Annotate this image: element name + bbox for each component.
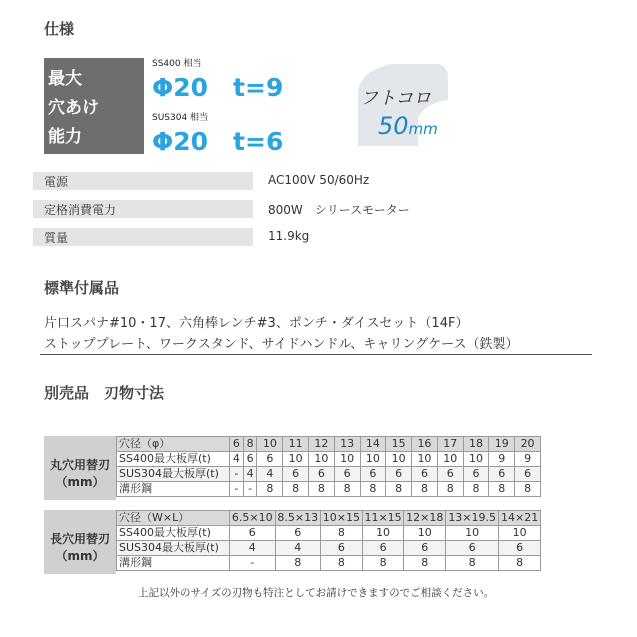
table-row [117,467,541,482]
spec-row-value: AC100V 50/60Hz [268,173,370,187]
value-cell: 10 [362,526,404,541]
spec-row-label: 質量 [44,231,69,245]
spec-row-value: 800W シリースモーター [268,203,410,217]
value-cell: 14×21 [499,511,541,526]
value-cell: 8 [321,526,363,541]
value-cell: 10 [412,452,438,467]
value-cell: 8 [489,482,515,497]
futokoro-number: 50 [378,112,409,140]
value-cell: 6 [321,541,363,556]
value-cell: 11 [283,437,309,452]
oval-blade-table [116,510,541,571]
value-cell: 6.5×10 [230,511,276,526]
value-cell: 6 [283,467,309,482]
oval-blade-header-line-1: 長穴用替刃 [49,532,110,546]
value-cell: 6 [362,541,404,556]
value-cell: 10 [463,452,489,467]
value-cell: 6 [489,467,515,482]
futokoro-label: フトコロ [360,88,432,109]
spec-row-label: 電源 [44,175,69,189]
oval-blade-header-line-2: （mm） [55,549,105,563]
table-row [117,437,541,452]
spec-title: 仕様 [44,20,75,38]
value-cell: 8 [412,482,438,497]
value-cell: 20 [515,437,541,452]
table-row [117,482,541,497]
value-cell: 13×19.5 [446,511,499,526]
capacity-label-line-3: 能力 [48,127,82,147]
table-row [117,511,541,526]
value-cell: 8 [446,556,499,571]
value-cell: 6 [309,467,335,482]
value-cell: 6 [275,526,321,541]
blades-title: 別売品 刃物寸法 [44,384,165,402]
value-cell: 10 [309,452,335,467]
row-label-cell: 穴径（W×L） [117,511,230,526]
capacity-label-line-1: 最大 [48,69,82,89]
value-cell: 4 [230,541,276,556]
value-cell: 4 [230,452,244,467]
value-cell: 10×15 [321,511,363,526]
value-cell: 6 [499,541,541,556]
ss400-value: Φ20 t=9 [152,73,284,102]
accessories-divider [40,354,592,355]
row-label-cell: SUS304最大板厚(t) [117,467,230,482]
spec-row-value: 11.9kg [268,229,310,243]
value-cell: 6 [386,467,412,482]
value-cell: 10 [386,452,412,467]
accessories-line: ストッププレート、ワークスタンド、サイドハンドル、キャリングケース（鉄製） [44,337,519,352]
row-label-cell: 穴径（φ） [117,437,230,452]
value-cell: 6 [437,467,463,482]
value-cell: 10 [446,526,499,541]
value-cell: 8 [463,482,489,497]
value-cell: 6 [463,467,489,482]
row-label-cell: 溝形鋼 [117,556,230,571]
value-cell: 8 [243,437,257,452]
value-cell: 12 [309,437,335,452]
round-blade-header [44,436,116,500]
value-cell: 8 [386,482,412,497]
value-cell: 8 [404,556,446,571]
value-cell: 6 [230,437,244,452]
round-blade-table [116,436,541,497]
value-cell: 10 [499,526,541,541]
value-cell: 6 [515,467,541,482]
value-cell: 6 [412,467,438,482]
value-cell: 8 [499,556,541,571]
oval-blade-header [44,510,116,574]
value-cell: - [230,467,244,482]
value-cell: 4 [275,541,321,556]
value-cell: 10 [404,526,446,541]
sus304-label: SUS304 相当 [152,113,209,123]
value-cell: 15 [386,437,412,452]
sus304-value: Φ20 t=6 [152,127,284,156]
value-cell: 8 [515,482,541,497]
value-cell: 6 [446,541,499,556]
value-cell: 8 [283,482,309,497]
value-cell: 4 [257,467,283,482]
value-cell: 9 [515,452,541,467]
value-cell: 10 [334,452,360,467]
value-cell: 17 [437,437,463,452]
value-cell: 10 [257,437,283,452]
round-blade-header-line-2: （mm） [55,475,105,489]
value-cell: 8.5×13 [275,511,321,526]
value-cell: 8 [334,482,360,497]
value-cell: 8 [275,556,321,571]
value-cell: 4 [243,467,257,482]
value-cell: - [230,482,244,497]
row-label-cell: SUS304最大板厚(t) [117,541,230,556]
value-cell: 6 [230,526,276,541]
value-cell: 16 [412,437,438,452]
row-label-cell: SS400最大板厚(t) [117,452,230,467]
value-cell: 8 [362,556,404,571]
value-cell: 10 [360,452,386,467]
value-cell: 6 [243,452,257,467]
table-row [117,541,541,556]
table-row [117,526,541,541]
value-cell: 6 [360,467,386,482]
value-cell: 19 [489,437,515,452]
value-cell: 9 [489,452,515,467]
value-cell: 10 [437,452,463,467]
capacity-label-box [44,58,144,154]
value-cell: 10 [283,452,309,467]
accessories-line: 片口スパナ#10・17、六角棒レンチ#3、ポンチ・ダイスセット（14F） [44,316,469,331]
value-cell: 8 [309,482,335,497]
spec-row-label: 定格消費電力 [44,203,117,217]
row-label-cell: SS400最大板厚(t) [117,526,230,541]
ss400-label: SS400 相当 [152,59,202,69]
futokoro-value [378,112,438,140]
value-cell: - [230,556,276,571]
value-cell: 6 [257,452,283,467]
custom-size-note: 上記以外のサイズの刃物も特注としてお請けできますのでご相談ください。 [138,587,495,599]
table-row [117,452,541,467]
value-cell: 8 [257,482,283,497]
futokoro-unit: mm [408,120,438,138]
value-cell: 6 [404,541,446,556]
value-cell: 18 [463,437,489,452]
value-cell: 14 [360,437,386,452]
accessories-title: 標準付属品 [44,279,120,297]
value-cell: - [243,482,257,497]
value-cell: 8 [321,556,363,571]
value-cell: 8 [437,482,463,497]
value-cell: 8 [360,482,386,497]
row-label-cell: 溝形鋼 [117,482,230,497]
table-row [117,556,541,571]
capacity-label-line-2: 穴あけ [48,98,99,118]
round-blade-header-line-1: 丸穴用替刃 [49,458,110,472]
value-cell: 6 [334,467,360,482]
value-cell: 11×15 [362,511,404,526]
value-cell: 13 [334,437,360,452]
value-cell: 12×18 [404,511,446,526]
